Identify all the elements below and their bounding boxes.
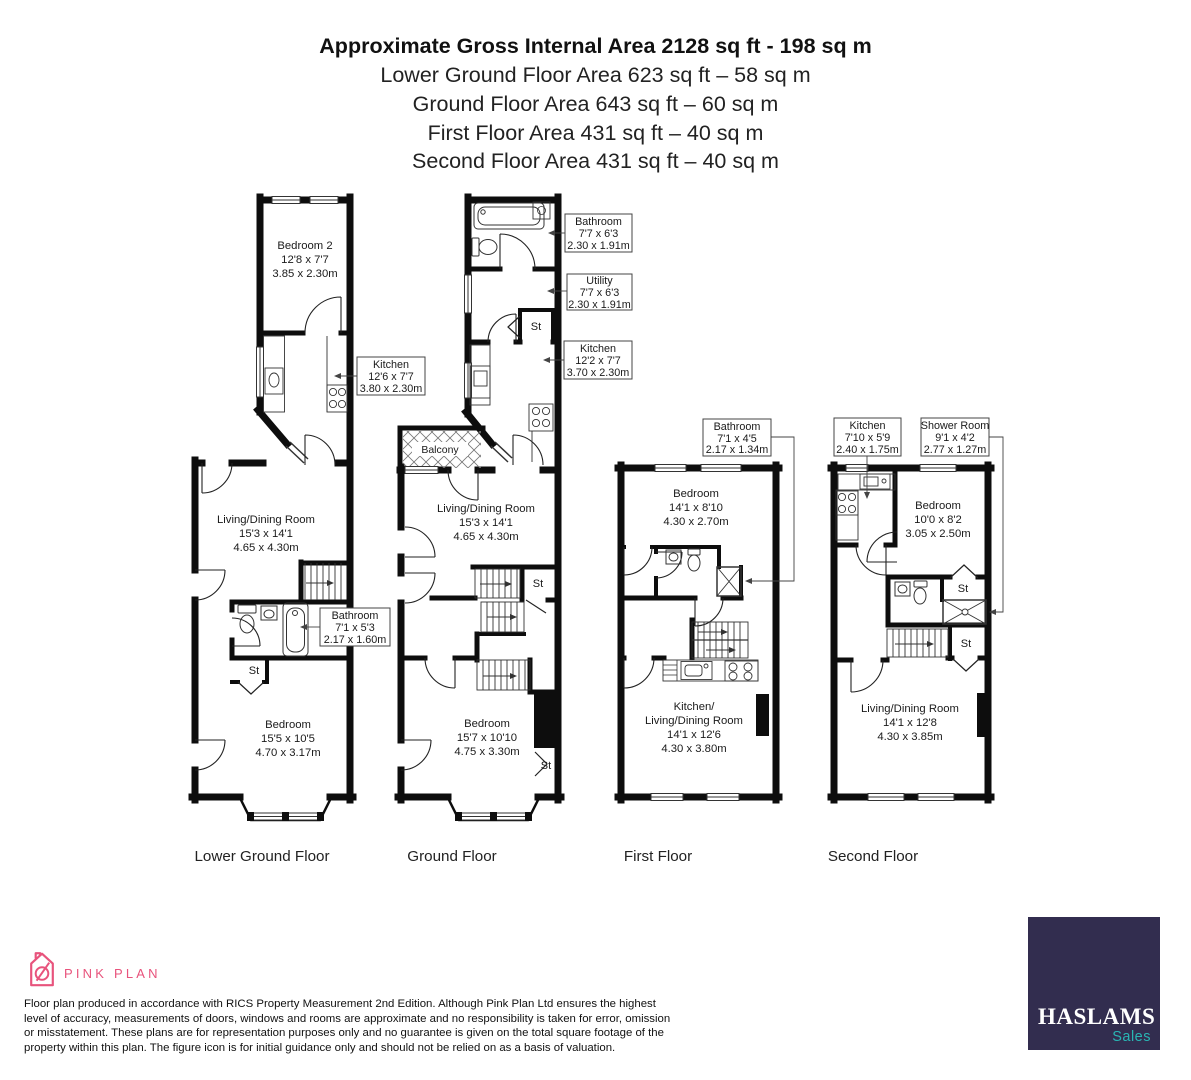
dim-metric: 4.70 x 3.17m [255,747,321,759]
svg-text:2.17 x 1.34m: 2.17 x 1.34m [705,444,769,456]
doors [851,532,979,692]
dim-metric: 4.30 x 2.70m [663,516,729,528]
toilet-tank [688,549,700,555]
room-label-kitchen-living: Kitchen/ [673,701,715,713]
storage-label: St [530,321,542,333]
bay-window [448,798,539,821]
room-label-living: Living/Dining Room [437,503,535,515]
room-label-bedroom2: Bedroom 2 [277,240,333,252]
boxed-label-kitchen [834,418,901,499]
dim-metric: 4.30 x 3.80m [661,743,727,755]
basin-icon [895,582,910,596]
stairs [887,629,948,657]
disclaimer [24,997,670,1055]
storage-label: St [960,638,972,650]
storage-label: St [957,583,969,595]
stairs [692,622,748,658]
svg-text:12'6 x 7'7: 12'6 x 7'7 [368,371,414,383]
disclaimer-line: Floor plan produced in accordance with RICS Property Measurement 2nd Edition. Although Pink Plan Ltd ensures the highest [24,998,656,1010]
svg-text:Bathroom: Bathroom [575,216,622,228]
shower [717,567,741,596]
fixtures [836,474,988,737]
room-label-living: Living/Dining Room [861,703,959,715]
room-label-living: Living/Dining Room [217,514,315,526]
chimney-block [756,694,769,736]
dim-imperial: 15'3 x 14'1 [239,528,293,540]
disclaimer-line: or misstatement. These plans are for representation purposes only and no guarantee is given on the total square footage of the [24,1027,664,1040]
dim-imperial: 14'1 x 8'10 [669,502,723,514]
svg-text:Kitchen: Kitchen [849,420,886,432]
shower [943,600,986,624]
storage-label: St [540,760,552,772]
room-label-bedroom: Bedroom [673,488,719,500]
svg-text:Utility: Utility [586,275,613,287]
page-title: Approximate Gross Internal Area 2128 sq ft - 198 sq m [319,34,872,58]
disclaimer-line: level of accuracy, measurements of doors, windows and rooms are approximate and no responsibility is taken for error, omission [24,1012,671,1025]
dim-imperial: 14'1 x 12'8 [883,717,937,729]
toilet-tank [238,605,256,613]
svg-text:2.40 x 1.75m: 2.40 x 1.75m [836,444,899,456]
svg-text:2.77 x 1.27m: 2.77 x 1.27m [923,444,987,456]
pink-plan-brand: PINK PLAN [64,966,161,981]
svg-text:7'7 x 6'3: 7'7 x 6'3 [578,228,619,240]
dim-metric: 3.05 x 2.50m [905,528,971,540]
area-line-ground: Ground Floor Area 643 sq ft – 60 sq m [412,91,779,116]
boxed-label-bathroom [300,608,390,646]
svg-text:Kitchen: Kitchen [372,359,410,371]
dim-metric: 4.75 x 3.30m [454,746,520,758]
svg-text:3.70 x 2.30m: 3.70 x 2.30m [566,367,630,379]
fridge-icon [663,660,677,681]
dim-imperial: 15'7 x 10'10 [456,732,518,744]
dim-metric: 4.30 x 3.85m [877,731,943,743]
svg-text:2.30 x 1.91m: 2.30 x 1.91m [567,240,630,252]
toilet-icon [914,588,926,604]
dim-metric: 3.85 x 2.30m [272,268,338,280]
svg-text:7'7 x 6'3: 7'7 x 6'3 [579,287,620,299]
svg-text:9'1 x 4'2: 9'1 x 4'2 [935,432,975,444]
floorplan-lower-ground [192,197,425,866]
stove-icon [529,404,553,431]
floor-name-ground: Ground Floor [407,848,497,865]
dim-imperial: 12'8 x 7'7 [281,254,329,266]
dim-imperial: 15'3 x 14'1 [459,517,513,529]
pink-plan-logo-icon [24,949,60,989]
floor-name-lower-ground: Lower Ground Floor [194,848,330,865]
haslams-division: Sales [1112,1029,1151,1045]
svg-text:12'2 x 7'7: 12'2 x 7'7 [575,355,621,367]
area-line-lower-ground: Lower Ground Floor Area 623 sq ft – 58 sq m [380,63,811,87]
svg-text:2.17 x 1.60m: 2.17 x 1.60m [323,634,387,646]
dim-imperial: 15'5 x 10'5 [261,733,315,745]
dim-imperial: 14'1 x 12'6 [667,729,721,741]
dim-imperial: 10'0 x 8'2 [914,514,962,526]
svg-text:7'10 x 5'9: 7'10 x 5'9 [844,432,891,444]
svg-text:2.30 x 1.91m: 2.30 x 1.91m [568,299,631,311]
svg-text:Living/Dining Room: Living/Dining Room [645,715,743,727]
storage-label: St [532,578,544,590]
chimney-block [534,692,556,748]
toilet-tank [914,581,927,587]
svg-text:7'1 x 4'5: 7'1 x 4'5 [717,433,757,445]
area-line-first: First Floor Area 431 sq ft – 40 sq m [427,120,764,145]
svg-text:7'1 x 5'3: 7'1 x 5'3 [335,622,375,634]
dim-metric: 4.65 x 4.30m [233,542,299,554]
room-labels [861,500,971,743]
floorplan-ground [398,197,632,865]
area-line-second: Second Floor Area 431 sq ft – 40 sq m [412,149,779,174]
svg-text:3.80 x 2.30m: 3.80 x 2.30m [359,383,423,395]
dim-metric: 4.65 x 4.30m [453,531,519,543]
room-label-bedroom: Bedroom [265,719,311,731]
floorplan-first [618,419,794,865]
haslams-logo [1028,917,1160,1050]
walls [192,197,353,800]
floorplan-second [828,418,1003,865]
disclaimer-line: property within this plan. The figure icon is for initial guidance only and should not be relied on as a basis of valuation. [24,1041,616,1054]
counter [264,336,285,412]
storage-label: St [248,665,260,677]
svg-text:Shower Room: Shower Room [920,420,990,432]
sink-icon [265,368,283,394]
toilet-icon [688,555,700,571]
bay-window [240,798,331,821]
toilet-icon [479,240,497,255]
balcony [400,428,483,470]
svg-text:Bathroom: Bathroom [331,610,379,622]
floor-name-second: Second Floor [827,848,919,865]
boiler-icon [533,202,550,219]
toilet-tank [472,238,479,256]
counter [838,474,895,490]
chimney-block [977,693,988,737]
floor-name-first: First Floor [623,848,693,865]
room-label-bedroom: Bedroom [915,500,961,512]
balcony-label: Balcony [421,444,459,456]
svg-text:Bathroom: Bathroom [713,421,761,433]
toilet-icon [240,615,254,633]
haslams-name: HASLAMS [1038,1004,1156,1029]
room-label-bedroom: Bedroom [464,718,510,730]
stairs [305,563,341,600]
svg-text:Kitchen: Kitchen [579,343,617,355]
